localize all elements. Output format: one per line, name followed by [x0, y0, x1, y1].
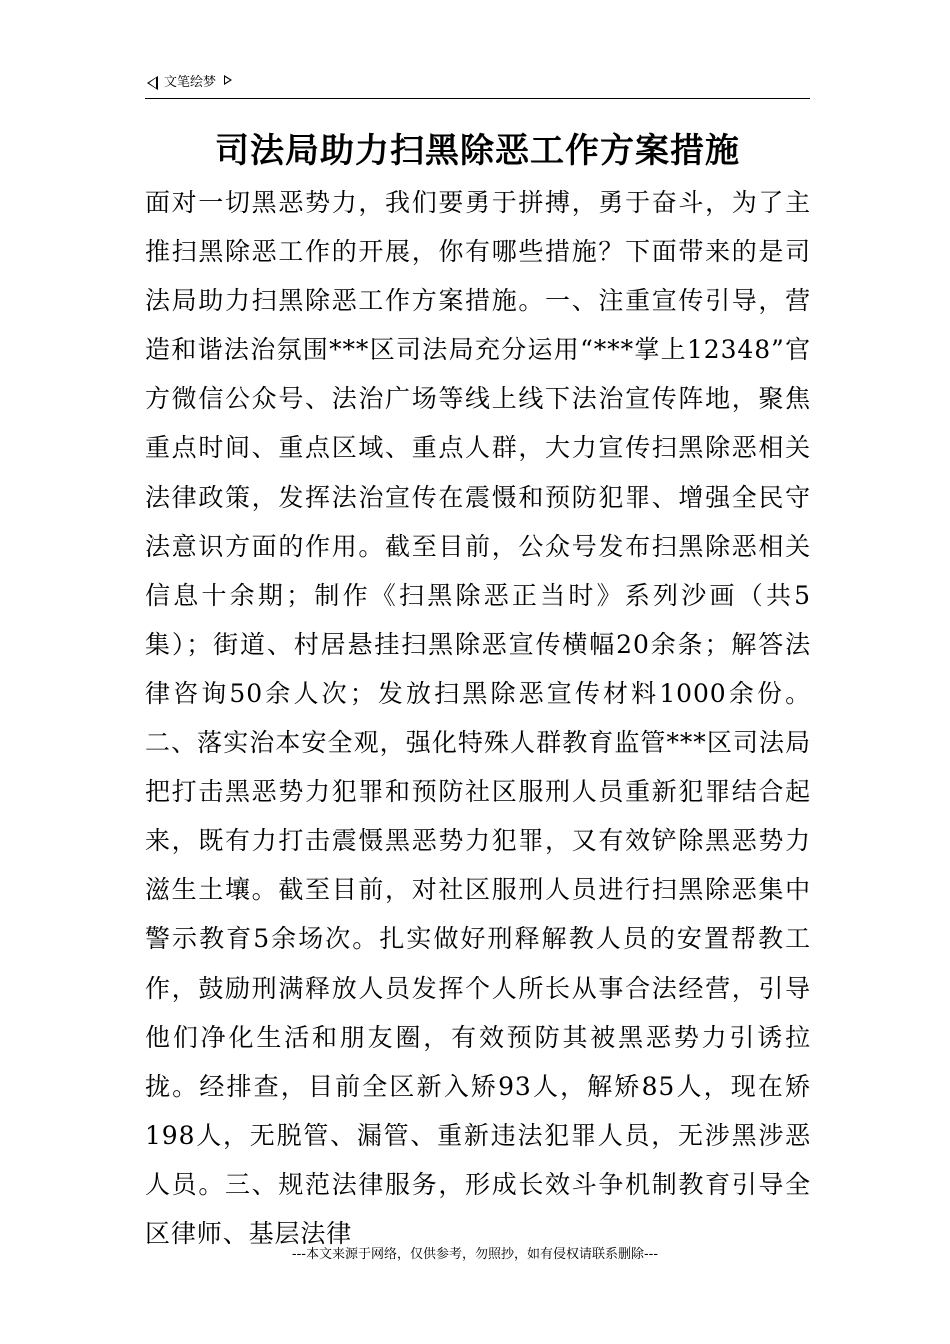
triangle-right-icon: [224, 75, 232, 85]
header-brand: [147, 74, 232, 92]
triangle-left-icon: [147, 76, 158, 90]
document-body: 面对一切黑恶势力，我们要勇于拼搏，勇于奋斗，为了主推扫黑除恶工作的开展，你有哪些措施？下面带来的是司法局助力扫黑除恶工作方案措施。一、注重宣传引导，营造和谐法治氛围***区司法局充分运用“***掌上12348”官方微信公众号、法治广场等线上线下法治宣传阵地，聚焦重点时间、重点区域、重点人群，大力宣传扫黑除恶相关法律政策，发挥法治宣传在震慑和预防犯罪、增强全民守法意识方面的作用。截至目前，公众号发布扫黑除恶相关信息十余期；制作《扫黑除恶正当时》系列沙画（共5集）；街道、村居悬挂扫黑除恶宣传横幅20余条；解答法律咨询50余人次；发放扫黑除恶宣传材料1000余份。二、落实治本安全观，强化特殊人群教育监管***区司法局把打击黑恶势力犯罪和预防社区服刑人员重新犯罪结合起来，既有力打击震慑黑恶势力犯罪，又有效铲除黑恶势力滋生土壤。截至目前，对社区服刑人员进行扫黑除恶集中警示教育5余场次。扎实做好刑释解教人员的安置帮教工作，鼓励刑满释放人员发挥个人所长从事合法经营，引导他们净化生活和朋友圈，有效预防其被黑恶势力引诱拉拢。经排查，目前全区新入矫93人，解矫85人，现在矫198人，无脱管、漏管、重新违法犯罪人员，无涉黑涉恶人员。三、规范法律服务，形成长效斗争机制教育引导全区律师、基层法律: [145, 188, 811, 1248]
document-title: 司法局助力扫黑除恶工作方案措施: [215, 131, 740, 171]
footer-notice: ---本文来源于网络，仅供参考，勿照抄，如有侵权请联系删除---: [291, 1247, 659, 1262]
page-header: [145, 72, 810, 99]
brand-label: 文笔绘梦: [164, 75, 217, 90]
